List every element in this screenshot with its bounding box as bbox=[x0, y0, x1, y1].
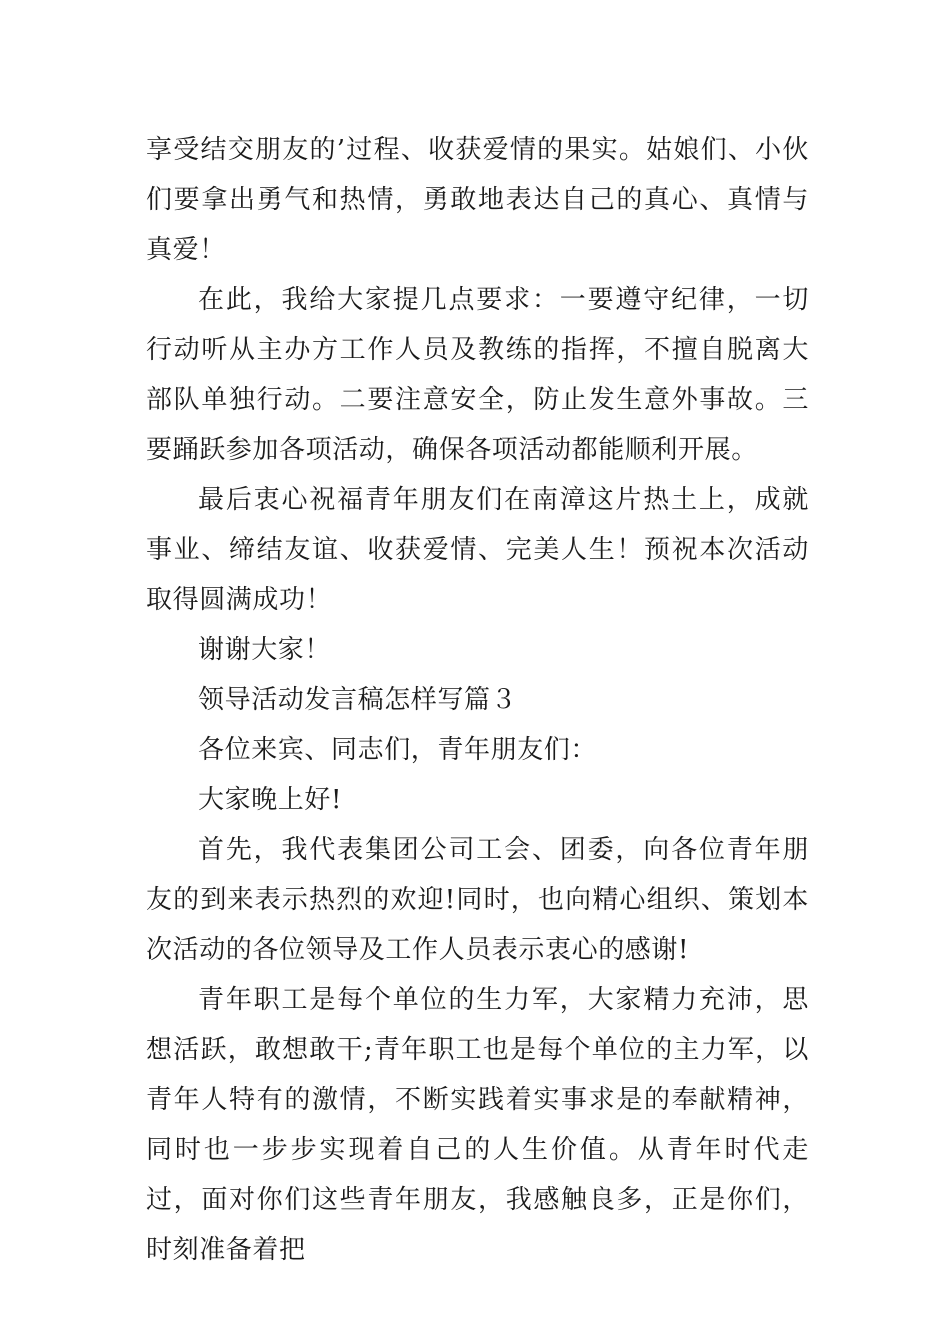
document-body bbox=[146, 125, 809, 1275]
paragraph-requirements: 在此，我给大家提几点要求：一要遵守纪律，一切行动听从主办方工作人员及教练的指挥，不擅自脱离大部队单独行动。二要注意安全，防止发生意外事故。三要踊跃参加各项活动，确保各项活动都能顺利开展。 bbox=[146, 285, 809, 465]
paragraph-greeting: 大家晚上好! bbox=[198, 785, 343, 815]
paragraph-thanks: 谢谢大家！ bbox=[198, 635, 332, 665]
section-heading: 领导活动发言稿怎样写篇３ bbox=[198, 685, 518, 715]
paragraph-youth-workers: 青年职工是每个单位的生力军，大家精力充沛，思想活跃，敢想敢干;青年职工也是每个单位的主力军，以青年人特有的激情，不断实践着实事求是的奉献精神，同时也一步步实现着自己的人生价值。从青年时代走过，面对你们这些青年朋友，我感触良多，正是你们，时刻准备着把 bbox=[146, 985, 809, 1265]
paragraph-continuation: 享受结交朋友的’过程、收获爱情的果实。姑娘们、小伙们要拿出勇气和热情，勇敢地表达自己的真心、真情与真爱！ bbox=[146, 135, 809, 265]
paragraph-salutation: 各位来宾、同志们，青年朋友们： bbox=[198, 735, 598, 765]
paragraph-welcome: 首先，我代表集团公司工会、团委，向各位青年朋友的到来表示热烈的欢迎!同时，也向精心组织、策划本次活动的各位领导及工作人员表示衷心的感谢! bbox=[146, 835, 809, 965]
paragraph-blessing: 最后衷心祝福青年朋友们在南漳这片热土上，成就事业、缔结友谊、收获爱情、完美人生！预祝本次活动取得圆满成功！ bbox=[146, 485, 809, 615]
